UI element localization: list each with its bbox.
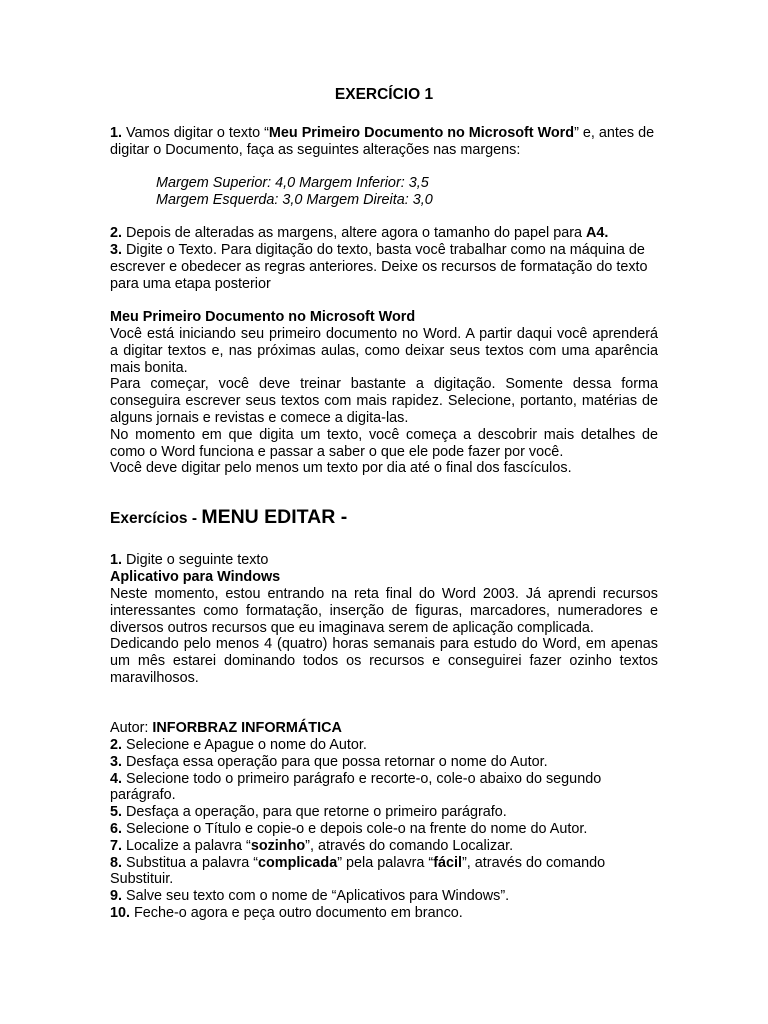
list-item: 7. Localize a palavra “sozinho”, através do comando Localizar.: [110, 837, 514, 854]
exercise-2-item-1: 1. Digite o seguinte texto: [110, 552, 269, 568]
section-heading-big: MENU EDITAR -: [201, 506, 348, 528]
body-paragraph: No momento em que digita um texto, você começa a descobrir mais detalhes de como o Word funciona e passar a saber o que ele pode fazer por você.: [110, 426, 658, 460]
margin-line-1: Margem Superior: 4,0 Margem Inferior: 3,5: [156, 175, 429, 191]
list-item: 4. Selecione todo o primeiro parágrafo e recorte-o, cole-o abaixo do segundo parágrafo.: [110, 770, 602, 804]
document-body: [110, 326, 658, 477]
app-subtitle: Aplicativo para Windows: [110, 569, 281, 585]
margin-line-2: Margem Esquerda: 3,0 Margem Direita: 3,0: [156, 192, 433, 208]
page-title: EXERCÍCIO 1: [334, 86, 434, 103]
body-paragraph: Dedicando pelo menos 4 (quatro) horas semanais para estudo do Word, em apenas um mês estarei dominando todos os recursos e conseguirei fazer ozinho textos maravilhosos.: [110, 636, 658, 686]
exercise-2-list: [110, 737, 658, 922]
section-heading: [110, 506, 658, 528]
document-subtitle: Meu Primeiro Documento no Microsoft Word: [110, 309, 416, 325]
list-item: 9. Salve seu texto com o nome de “Aplicativos para Windows”.: [110, 888, 510, 905]
list-item: 5. Desfaça a operação, para que retorne o primeiro parágrafo.: [110, 804, 507, 821]
body-paragraph: Neste momento, estou entrando na reta final do Word 2003. Já aprendi recursos interessantes como formatação, inserção de figuras, marcadores, numeradores e diversos outros recursos que eu imaginava serem de aplicação complicada.: [110, 586, 658, 636]
body-paragraph: Para começar, você deve treinar bastante a digitação. Somente dessa forma conseguira escrever seus textos com mais rapidez. Selecione, portanto, matérias de alguns jornais e revistas e comece a digita-las.: [110, 376, 658, 426]
list-item: 3. Desfaça essa operação para que possa retornar o nome do Autor.: [110, 753, 548, 770]
list-item: 10. Feche-o agora e peça outro documento em branco.: [110, 904, 463, 921]
list-item: 8. Substitua a palavra “complicada” pela palavra “fácil”, através do comando Substituir.: [110, 854, 606, 888]
exercise-1-item-1: 1. Vamos digitar o texto “Meu Primeiro Documento no Microsoft Word” e, antes de digitar o Documento, faça as seguintes alterações nas margens:: [110, 125, 655, 158]
app-body: [110, 586, 658, 687]
list-item: 2. Selecione e Apague o nome do Autor.: [110, 737, 367, 753]
item-number: 1.: [110, 125, 123, 141]
author-line: Autor: INFORBRAZ INFORMÁTICA: [110, 720, 342, 736]
exercise-1-item-3: 3. Digite o Texto. Para digitação do texto, basta você trabalhar como na máquina de escrever e obedecer as regras anteriores. Deixe os recursos de formatação do texto para uma etapa posterior: [110, 242, 648, 292]
body-paragraph: Você deve digitar pelo menos um texto por dia até o final dos fascículos.: [110, 460, 572, 477]
exercise-1-item-2: 2. Depois de alteradas as margens, altere agora o tamanho do papel para A4.: [110, 225, 609, 241]
section-heading-small: Exercícios -: [110, 510, 202, 527]
author-name: INFORBRAZ INFORMÁTICA: [152, 720, 342, 736]
list-item: 6. Selecione o Título e copie-o e depois cole-o na frente do nome do Autor.: [110, 820, 588, 837]
body-paragraph: Você está iniciando seu primeiro documento no Word. A partir daqui você aprenderá a digitar textos e, nas próximas aulas, como deixar seus textos com uma aparência mais bonita.: [110, 326, 658, 376]
